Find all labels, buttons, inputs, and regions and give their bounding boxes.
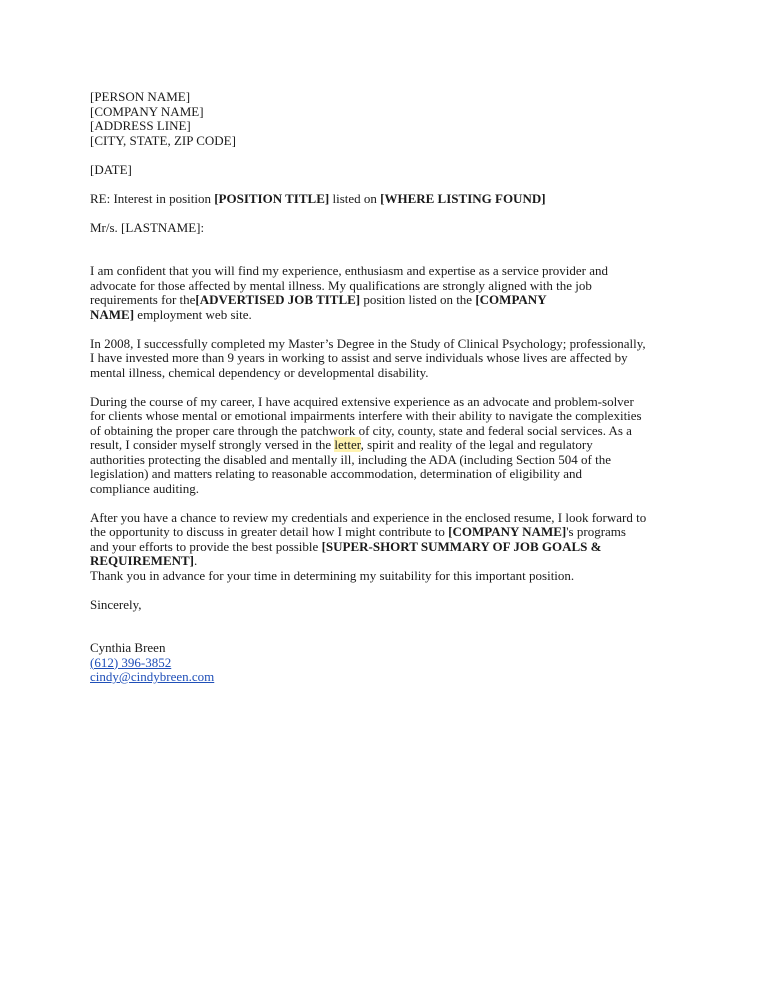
recipient-address-line: [ADDRESS LINE] <box>90 118 191 133</box>
paragraph-line <box>90 554 690 569</box>
letter-page <box>90 90 690 685</box>
salutation <box>90 221 690 236</box>
text-run: position listed on the <box>360 292 476 307</box>
advertised-job-title: [ADVERTISED JOB TITLE] <box>195 292 361 307</box>
closing <box>90 598 690 613</box>
paragraph-line: I am confident that you will find my experience, enthusiasm and expertise as a service provider and <box>90 263 609 278</box>
salutation-text: Mr/s. [LASTNAME]: <box>90 219 205 235</box>
company-name-placeholder: [COMPANY <box>475 292 547 307</box>
text-run: 's programs <box>566 524 626 539</box>
text-run: , spirit and reality of the legal and regulatory <box>360 437 593 452</box>
paragraph-line: mental illness, chemical dependency or developmental disability. <box>90 364 429 380</box>
paragraph-closing <box>90 511 690 584</box>
text-run: result, I consider myself strongly versed in the <box>90 437 335 452</box>
signature-name: Cynthia Breen <box>90 640 166 655</box>
paragraph-line: Thank you in advance for your time in determining my suitability for this important position. <box>90 567 575 583</box>
re-line <box>90 192 690 207</box>
phone-link[interactable]: (612) 396-3852 <box>90 654 172 670</box>
text-run: and your efforts to provide the best possible <box>90 538 322 554</box>
paragraph-line: advocate for those affected by mental illness. My qualifications are strongly aligned with the job <box>90 277 592 293</box>
paragraph-line: for clients whose mental or emotional impairments interfere with their ability to navigate the complexities <box>90 408 642 423</box>
paragraph-line: I have invested more than 9 years in working to assist and serve individuals whose lives are affected by <box>90 350 628 365</box>
recipient-company-name: [COMPANY NAME] <box>90 103 204 119</box>
paragraph-line <box>90 308 690 323</box>
text-run: employment web site. <box>134 306 252 322</box>
paragraph-education <box>90 337 690 381</box>
re-middle: listed on <box>329 190 381 206</box>
job-goals-placeholder: [SUPER-SHORT SUMMARY OF JOB GOALS & <box>321 538 602 554</box>
text-run: . <box>194 553 198 568</box>
paragraph-line: During the course of my career, I have acquired extensive experience as an advocate and problem-solver <box>90 393 634 409</box>
recipient-person-name: [PERSON NAME] <box>90 89 191 104</box>
company-name-placeholder: [COMPANY NAME] <box>448 524 567 539</box>
email-link[interactable]: cindy@cindybreen.com <box>90 669 215 684</box>
paragraph-line: of obtaining the proper care through the patchwork of city, county, state and federal social services. As a <box>90 422 632 438</box>
paragraph-line <box>90 525 690 540</box>
text-run: requirements for the <box>90 292 196 307</box>
re-prefix: RE: Interest in position <box>90 190 215 206</box>
re-position-title: [POSITION TITLE] <box>214 190 330 206</box>
text-run: the opportunity to discuss in greater detail how I might contribute to <box>90 524 449 539</box>
paragraph-line: legislation) and matters relating to reasonable accommodation, determination of eligibility and <box>90 466 583 481</box>
paragraph-experience <box>90 395 690 497</box>
highlighted-word: letter <box>334 437 361 452</box>
job-goals-placeholder-end: REQUIREMENT] <box>90 553 195 568</box>
recipient-address <box>90 90 690 148</box>
paragraph-line: authorities protecting the disabled and mentally ill, including the ADA (including Section 504 of the <box>90 451 611 467</box>
signature-block <box>90 641 690 685</box>
paragraph-line <box>90 438 690 453</box>
paragraph-line <box>90 540 690 555</box>
company-name-placeholder-end: NAME] <box>90 306 135 322</box>
paragraph-intro <box>90 264 690 322</box>
re-where-found: [WHERE LISTING FOUND] <box>380 190 546 206</box>
letter-date <box>90 163 690 178</box>
closing-text: Sincerely, <box>90 596 142 612</box>
paragraph-line <box>90 293 690 308</box>
paragraph-line: In 2008, I successfully completed my Master’s Degree in the Study of Clinical Psychology; professionally, <box>90 335 646 351</box>
recipient-city-state-zip: [CITY, STATE, ZIP CODE] <box>90 132 236 148</box>
date-text: [DATE] <box>90 161 132 177</box>
paragraph-line: compliance auditing. <box>90 480 200 496</box>
paragraph-line: After you have a chance to review my credentials and experience in the enclosed resume, I look forward to <box>90 509 647 525</box>
